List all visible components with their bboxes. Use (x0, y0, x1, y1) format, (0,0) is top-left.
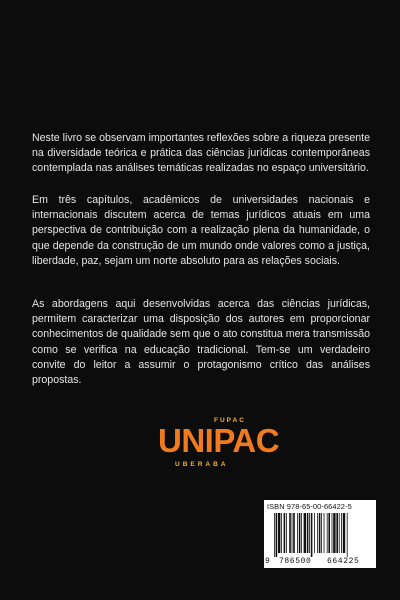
barcode-bars (274, 513, 374, 557)
isbn-barcode (264, 500, 376, 568)
logo-unipac-text: UNIPAC (158, 422, 280, 459)
barcode-bar (327, 513, 328, 553)
barcode-bar (324, 513, 325, 553)
barcode-bar (299, 513, 301, 553)
barcode-bar (278, 513, 280, 553)
barcode-digits-right: 664225 (327, 557, 360, 566)
barcode-bar (301, 513, 302, 553)
barcode-bar (343, 513, 345, 553)
barcode-bar (328, 513, 330, 553)
logo-fupac-text: FUPAC (214, 417, 246, 424)
barcode-bar (297, 513, 298, 553)
paragraph-chapters: Em três capítulos, acadêmicos de universidades nacionais e internacionais discutem acerca de temas jurídicos atuais em uma perspectiva de contribuição com a realização plena da humanidade, o que depende da construção de um mundo onde valores como a justiça, liberdade, paz, sejam um norte absoluto para as relações sociais. (32, 194, 370, 267)
logo-uberaba-text: UBERABA (175, 461, 229, 468)
unipac-logo (158, 417, 280, 469)
barcode-bar (333, 513, 335, 553)
barcode-bar (317, 513, 318, 553)
barcode-bar (321, 513, 322, 553)
barcode-bar (304, 513, 306, 553)
barcode-bar (341, 513, 342, 553)
barcode-digit-lead: 9 (265, 557, 270, 566)
barcode-bar (336, 513, 338, 553)
barcode-bar (293, 513, 295, 553)
barcode-bar (319, 513, 321, 553)
isbn-label: ISBN 978-65-00-66422-5 (267, 502, 352, 511)
barcode-bar (281, 513, 282, 553)
barcode-bar (286, 513, 287, 553)
barcode-digits-left: 786500 (279, 557, 312, 566)
barcode-bar (339, 513, 340, 553)
barcode-bar (289, 513, 291, 553)
barcode-bar (332, 513, 333, 553)
paragraph-approaches: As abordagens aqui desenvolvidas acerca das ciências jurídicas, permitem caracterizar uma disposição dos autores em proporcionar conhecimentos de qualidade sem que o ato constitua mera transmissão como se verifica na educação tradicional. Tem-se um verdadeiro convite do leitor a assumir o protagonismo crítico das análises propostas. (32, 298, 370, 387)
barcode-bar (307, 513, 309, 553)
barcode-bar (309, 513, 310, 553)
barcode-bar (276, 513, 278, 557)
barcode-bar (347, 513, 348, 557)
barcode-bar (292, 513, 293, 553)
barcode-bar (311, 513, 313, 557)
barcode-bar (284, 513, 286, 553)
barcode-bar (274, 513, 275, 557)
paragraph-intro: Neste livro se observam importantes reflexões sobre a riqueza presente na diversidade teórica e prática das ciências jurídicas contemporâneas contemplada nas análises temáticas realizadas no espaço universitário. (32, 132, 370, 175)
barcode-bar (314, 513, 315, 553)
